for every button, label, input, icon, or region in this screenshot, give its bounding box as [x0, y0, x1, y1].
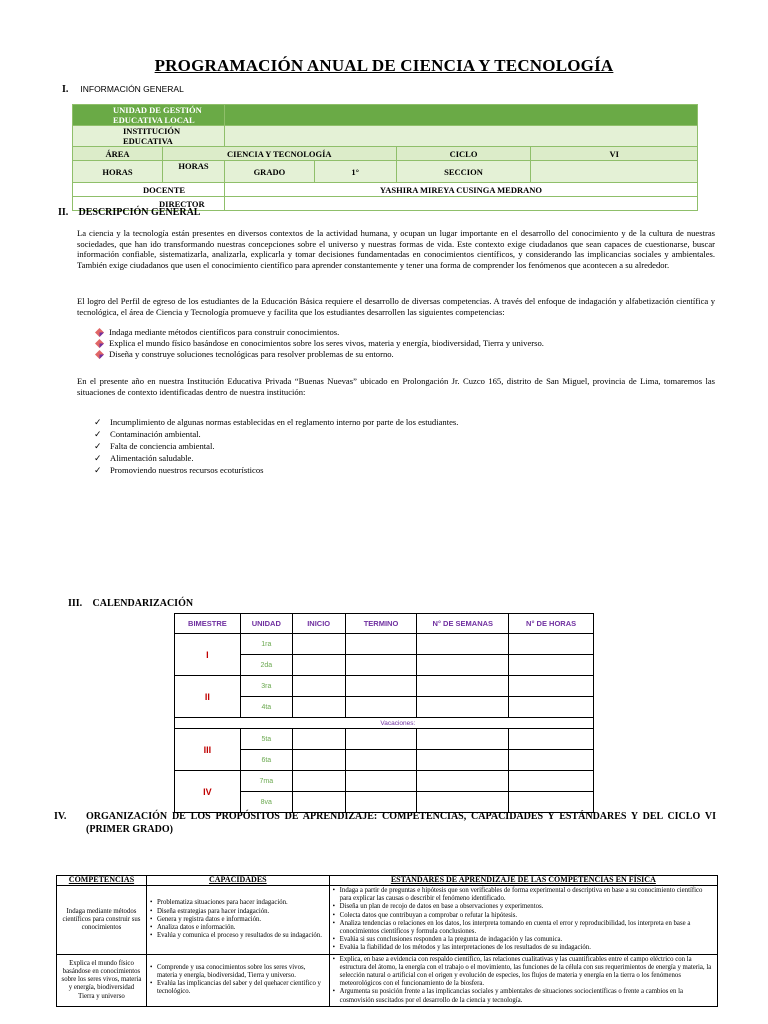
capacidades-cell: [146, 954, 329, 1006]
page-title: PROGRAMACIÓN ANUAL DE CIENCIA Y TECNOLOGÍA: [154, 56, 614, 75]
section-1-heading: [62, 84, 184, 95]
header-horas: N° DE HORAS: [509, 614, 594, 634]
list-item: • Problematiza situaciones para hacer indagación.: [150, 899, 326, 907]
list-item: • Evalúa y comunica el proceso y resultados de su indagación.: [150, 932, 326, 940]
unidad-cell: 7ma: [240, 771, 292, 792]
description-paragraph-2: El logro del Perfil de egreso de los estudiantes de la Educación Básica requiere el desarrollo de diversas competencias. A través del enfoque de indagación y alfabetización científica y tecnológica, el área de Ciencia y Tecnología promueve y facilita que los estudiantes desarrollen las siguientes competencias:: [77, 296, 715, 317]
inicio-cell: [292, 750, 345, 771]
list-item: • Evalúa las implicancias del saber y del quehacer científico y tecnológico.: [150, 980, 326, 996]
ugel-value: [224, 105, 697, 126]
competencia-text: Indaga mediante métodos científicos para construir conocimientos.: [109, 327, 340, 337]
seccion-value: [531, 161, 698, 183]
table-row: [175, 676, 594, 697]
unidad-cell: 6ta: [240, 750, 292, 771]
list-item: [94, 464, 458, 476]
situacion-text: Alimentación saludable.: [110, 453, 194, 463]
situacion-text: Falta de conciencia ambiental.: [110, 441, 215, 451]
header-bimestre: BIMESTRE: [175, 614, 241, 634]
horas-label: HORAS: [73, 161, 163, 183]
vacaciones-label: Vacaciones:: [240, 718, 593, 729]
area-value: CIENCIA Y TECNOLOGÍA: [162, 147, 396, 161]
termino-cell: [345, 676, 417, 697]
check-icon: ✓: [94, 441, 102, 451]
unidad-cell: 8va: [240, 792, 292, 813]
inicio-cell: [292, 655, 345, 676]
section-4-label: ORGANIZACIÓN DE LOS PROPÓSITOS DE APRENDIZAJE: COMPETENCIAS, CAPACIDADES Y ESTÁNDARES Y DEL CICLO VI (PRIMER GRADO): [86, 811, 716, 835]
check-icon: ✓: [94, 417, 102, 427]
list-item: [95, 338, 544, 349]
inicio-cell: [292, 676, 345, 697]
horas-cell: [509, 729, 594, 750]
section-1-label: INFORMACIÓN GENERAL: [80, 84, 184, 94]
semanas-cell: [417, 729, 509, 750]
ciclo-label: CICLO: [396, 147, 531, 161]
list-item: • Colecta datos que contribuyan a comprobar o refutar la hipótesis.: [333, 912, 714, 920]
description-paragraph-1: La ciencia y la tecnología están presentes en diversos contextos de la actividad humana, y ocupan un lugar importante en el desarrollo del conocimiento y de la cultura de nuestras sociedades, que han ido transformando nuestras concepciones sobre el universo y nuestras formas de vida. Este contexto exige ciudadanos que sean capaces de cuestionarse, buscar información confiable, sistematizarla, analizarla, explicarla y tomar decisiones fundamentadas en conocimientos científicos, y considerando las implicancias sociales y ambientales. También exige ciudadanos que usen el conocimiento científico para aprender constantemente y tener una forma de comprender los fenómenos que acontecen a su alrededor.: [77, 228, 715, 270]
list-item: • Analiza tendencias o relaciones en los datos, los interpreta tomando en cuenta el error y reproducibilidad, los interpreta en base a conocimientos científicos y formula conclusiones.: [333, 920, 714, 936]
section-2-heading: [58, 207, 200, 218]
estandares-cell: [329, 954, 717, 1006]
termino-cell: [345, 697, 417, 718]
bimestre-cell: IV: [175, 771, 241, 813]
list-item: [95, 327, 544, 338]
list-item: • Genera y registra datos e información.: [150, 916, 326, 924]
general-info-table: [72, 104, 698, 211]
grado-label: GRADO: [224, 161, 314, 183]
table-row: [57, 954, 718, 1006]
unidad-cell: 4ta: [240, 697, 292, 718]
competencia-text: Explica el mundo físico basándose en conocimientos sobre los seres vivos, materia y energía, biodiversidad, Tierra y universo.: [109, 338, 544, 348]
situacion-text: Incumplimiento de algunas normas establecidas en el reglamento interno por parte de los estudiantes.: [110, 417, 459, 427]
header-capacidades: CAPACIDADES: [146, 876, 329, 886]
section-3-label: CALENDARIZACIÓN: [92, 598, 194, 609]
horas-cell: [509, 634, 594, 655]
check-icon: ✓: [94, 453, 102, 463]
estandares-cell: [329, 886, 717, 955]
horas-cell: [509, 750, 594, 771]
list-item: • Indaga a partir de preguntas e hipótesis que son verificables de forma experimental o descriptiva en base a su conocimiento científico para explicar las causas o describir el fenómeno identificado.: [333, 887, 714, 903]
unidad-cell: 3ra: [240, 676, 292, 697]
section-4-heading: [54, 810, 718, 836]
list-item: • Evalúa si sus conclusiones responden a la pregunta de indagación y las comunica.: [333, 936, 714, 944]
director-label: DIRECTOR: [73, 197, 225, 211]
list-item: • Comprende y usa conocimientos sobre los seres vivos, materia y energía, biodiversidad, Tierra y universo.: [150, 964, 326, 980]
area-label: ÁREA: [73, 147, 163, 161]
description-paragraph-3: En el presente año en nuestra Institución Educativa Privada “Buenas Nuevas” ubicado en Prolongación Jr. Cuzco 165, distrito de San Miguel, provincia de Lima, tomaremos las situaciones de contexto identificadas dentro de nuestra institución:: [77, 376, 715, 397]
inicio-cell: [292, 697, 345, 718]
bimestre-cell: III: [175, 729, 241, 771]
ciclo-value: VI: [531, 147, 698, 161]
semanas-cell: [417, 634, 509, 655]
bimestre-cell: II: [175, 676, 241, 718]
competencia-cell: Indaga mediante métodos científicos para construir sus conocimientos: [57, 886, 147, 955]
unidad-cell: 1ra: [240, 634, 292, 655]
header-competencias: COMPETENCIAS: [57, 876, 147, 886]
diamond-bullet-icon: [95, 339, 104, 348]
section-2-label: DESCRIPCIÓN GENERAL: [78, 207, 201, 218]
list-item: • Evalúa la fiabilidad de los métodos y las interpretaciones de los resultados de su indagación.: [333, 944, 714, 952]
unidad-cell: 5ta: [240, 729, 292, 750]
list-item: • Explica, en base a evidencia con respaldo científico, las relaciones cualitativas y las cuantificables entre el campo eléctrico con la estructura del átomo, la energía con el trabajo o el movimiento, las funciones de la célula con sus requerimientos de energía y materia, la selección natural o artificial con el origen y evolución de especies, los flujos de materia y energía en la tierra o los fenómenos meteorológicos con el funcionamiento de la biosfera.: [333, 956, 714, 989]
inicio-cell: [292, 771, 345, 792]
competencia-text: Diseña y construye soluciones tecnológicas para resolver problemas de su entorno.: [109, 349, 394, 359]
semanas-cell: [417, 771, 509, 792]
learning-purposes-table: [56, 875, 718, 1007]
list-item: • Diseña un plan de recojo de datos en base a observaciones y experimentos.: [333, 903, 714, 911]
table-row: [175, 729, 594, 750]
semanas-cell: [417, 676, 509, 697]
inicio-cell: [292, 729, 345, 750]
calendar-table: [174, 613, 594, 813]
list-item: [94, 452, 458, 464]
list-item: • Analiza datos e información.: [150, 924, 326, 932]
seccion-label: SECCION: [396, 161, 531, 183]
semanas-cell: [417, 697, 509, 718]
inicio-cell: [292, 634, 345, 655]
header-semanas: N° DE SEMANAS: [417, 614, 509, 634]
termino-cell: [345, 729, 417, 750]
header-termino: TERMINO: [345, 614, 417, 634]
section-2-number: II.: [58, 207, 69, 218]
semanas-cell: [417, 750, 509, 771]
header-estandares: ESTANDARES DE APRENDIZAJE DE LAS COMPETENCIAS EN FÍSICA: [329, 876, 717, 886]
director-value: [224, 197, 697, 211]
horas-cell: [509, 697, 594, 718]
docente-label: DOCENTE: [73, 183, 225, 197]
situacion-text: Contaminación ambiental.: [110, 429, 201, 439]
competencias-list: [95, 327, 544, 360]
situacion-text: Promoviendo nuestros recursos ecoturísticos: [110, 465, 264, 475]
list-item: • Argumenta su posición frente a las implicancias sociales y ambientales de situaciones sociocientíficas o frente a cambios en la cosmovisión suscitados por el desarrollo de la ciencia y tecnología.: [333, 988, 714, 1004]
section-3-number: III.: [68, 598, 83, 609]
termino-cell: [345, 771, 417, 792]
table-row: [175, 771, 594, 792]
list-item: [95, 349, 544, 360]
semanas-cell: [417, 655, 509, 676]
horas-cell: [509, 771, 594, 792]
table-row: [175, 634, 594, 655]
header-unidad: UNIDAD: [240, 614, 292, 634]
table-row: [57, 886, 718, 955]
diamond-bullet-icon: [95, 328, 104, 337]
list-item: [94, 416, 458, 428]
grado-value: 1°: [314, 161, 396, 183]
diamond-bullet-icon: [95, 350, 104, 359]
check-icon: ✓: [94, 465, 102, 475]
section-4-number: IV.: [54, 811, 67, 822]
termino-cell: [345, 750, 417, 771]
check-icon: ✓: [94, 429, 102, 439]
horas-cell: [509, 676, 594, 697]
termino-cell: [345, 655, 417, 676]
capacidades-cell: [146, 886, 329, 955]
situaciones-list: [94, 416, 458, 476]
bimestre-cell: I: [175, 634, 241, 676]
vacaciones-spacer: [175, 718, 241, 729]
unidad-cell: 2da: [240, 655, 292, 676]
ugel-label: UNIDAD DE GESTIÓN EDUCATIVA LOCAL: [73, 105, 225, 126]
list-item: [94, 428, 458, 440]
horas-cell: [509, 655, 594, 676]
competencia-cell: Explica el mundo físico basándose en conocimientos sobre los seres vivos, materia y energía, biodiversidad Tierra y universo: [57, 954, 147, 1006]
docente-value: YASHIRA MIREYA CUSINGA MEDRANO: [224, 183, 697, 197]
header-inicio: INICIO: [292, 614, 345, 634]
institution-label: INSTITUCIÓN EDUCATIVA: [73, 126, 225, 147]
horas-label-2: HORAS: [162, 161, 224, 183]
list-item: • Diseña estrategias para hacer indagación.: [150, 908, 326, 916]
institution-value: [224, 126, 697, 147]
list-item: [94, 440, 458, 452]
section-3-heading: [68, 598, 193, 609]
section-1-number: I.: [62, 84, 69, 95]
termino-cell: [345, 634, 417, 655]
vacaciones-row: [175, 718, 594, 729]
